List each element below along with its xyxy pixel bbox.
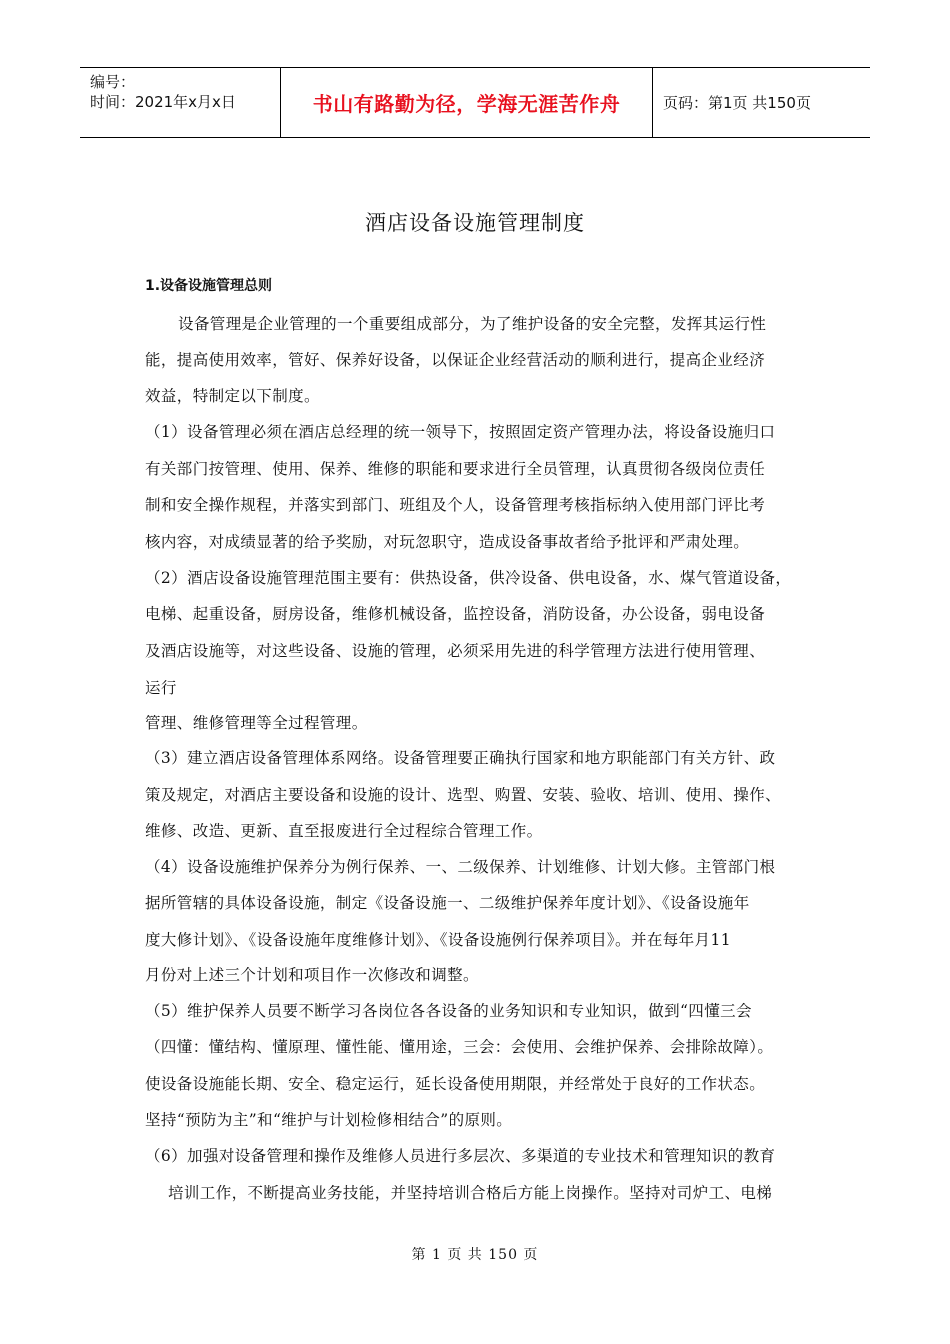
- body-line: 运行: [145, 679, 177, 697]
- body-line: 制和安全操作规程，并落实到部门、班组及个人，设备管理考核指标纳入使用部门评比考: [145, 496, 766, 514]
- body-line: 核内容，对成绩显著的给予奖励，对玩忽职守，造成设备事故者给予批评和严肃处理。: [145, 533, 750, 551]
- body-line: 度大修计划》、《设备设施年度维修计划》、《设备设施例行保养项目》。并在每年月11: [145, 931, 731, 949]
- page-footer: 第 1 页 共 150 页: [411, 1247, 539, 1263]
- body-line: 使设备设施能长期、安全、稳定运行，延长设备使用期限，并经常处于良好的工作状态。: [145, 1075, 766, 1093]
- body-line: 及酒店设施等，对这些设备、设施的管理，必须采用先进的科学管理方法进行使用管理、: [145, 642, 766, 660]
- body-line: （1）设备管理必须在酒店总经理的统一领导下，按照固定资产管理办法，将设备设施归口: [145, 423, 776, 441]
- document-title: 酒店设备设施管理制度: [365, 211, 585, 235]
- body-line: 策及规定，对酒店主要设备和设施的设计、选型、购置、安装、验收、培训、使用、操作、: [145, 786, 782, 804]
- header-motto: 书山有路勤为径，学海无涯苦作舟: [281, 68, 653, 137]
- body-line: （3）建立酒店设备管理体系网络。设备管理要正确执行国家和地方职能部门有关方针、政: [145, 749, 776, 767]
- body-line: （4）设备设施维护保养分为例行保养、一、二级保养、计划维修、计划大修。主管部门根: [145, 858, 776, 876]
- body-line: 维修、改造、更新、直至报废进行全过程综合管理工作。: [145, 822, 543, 840]
- page-header: [80, 67, 870, 138]
- body-line: 设备管理是企业管理的一个重要组成部分，为了维护设备的安全完整，发挥其运行性: [178, 315, 767, 333]
- body-line: 电梯、起重设备，厨房设备，维修机械设备，监控设备，消防设备，办公设备，弱电设备: [145, 605, 766, 623]
- header-meta: [80, 68, 281, 137]
- body-line: （5）维护保养人员要不断学习各岗位各各设备的业务知识和专业知识，做到“四懂三会: [145, 1002, 752, 1020]
- body-line: 培训工作，不断提高业务技能，并坚持培训合格后方能上岗操作。坚持对司炉工、电梯: [168, 1184, 773, 1202]
- body-line: 能，提高使用效率，管好、保养好设备，以保证企业经营活动的顺利进行，提高企业经济: [145, 351, 766, 369]
- section-heading: 1.设备设施管理总则: [145, 278, 273, 294]
- document-date-label: 时间：2021年x月x日: [90, 93, 236, 111]
- body-line: 月份对上述三个计划和项目作一次修改和调整。: [145, 966, 479, 984]
- body-line: （6）加强对设备管理和操作及维修人员进行多层次、多渠道的专业技术和管理知识的教育: [145, 1147, 776, 1165]
- document-number-label: 编号：: [90, 73, 136, 91]
- body-line: 管理、维修管理等全过程管理。: [145, 714, 368, 732]
- body-line: 坚持“预防为主”和“维护与计划检修相结合”的原则。: [145, 1111, 513, 1129]
- body-line: 效益，特制定以下制度。: [145, 387, 320, 405]
- body-line: 有关部门按管理、使用、保养、维修的职能和要求进行全员管理，认真贯彻各级岗位责任: [145, 460, 766, 478]
- header-page-info: 页码：第1页 共150页: [663, 94, 811, 112]
- body-line: （四懂：懂结构、懂原理、懂性能、懂用途，三会：会使用、会维护保养、会排除故障）。: [145, 1038, 774, 1056]
- body-line: 据所管辖的具体设备设施，制定《设备设施一、二级维护保养年度计划》、《设备设施年: [145, 894, 750, 912]
- body-line: （2）酒店设备设施管理范围主要有：供热设备，供冷设备、供电设备，水、煤气管道设备，: [145, 569, 792, 587]
